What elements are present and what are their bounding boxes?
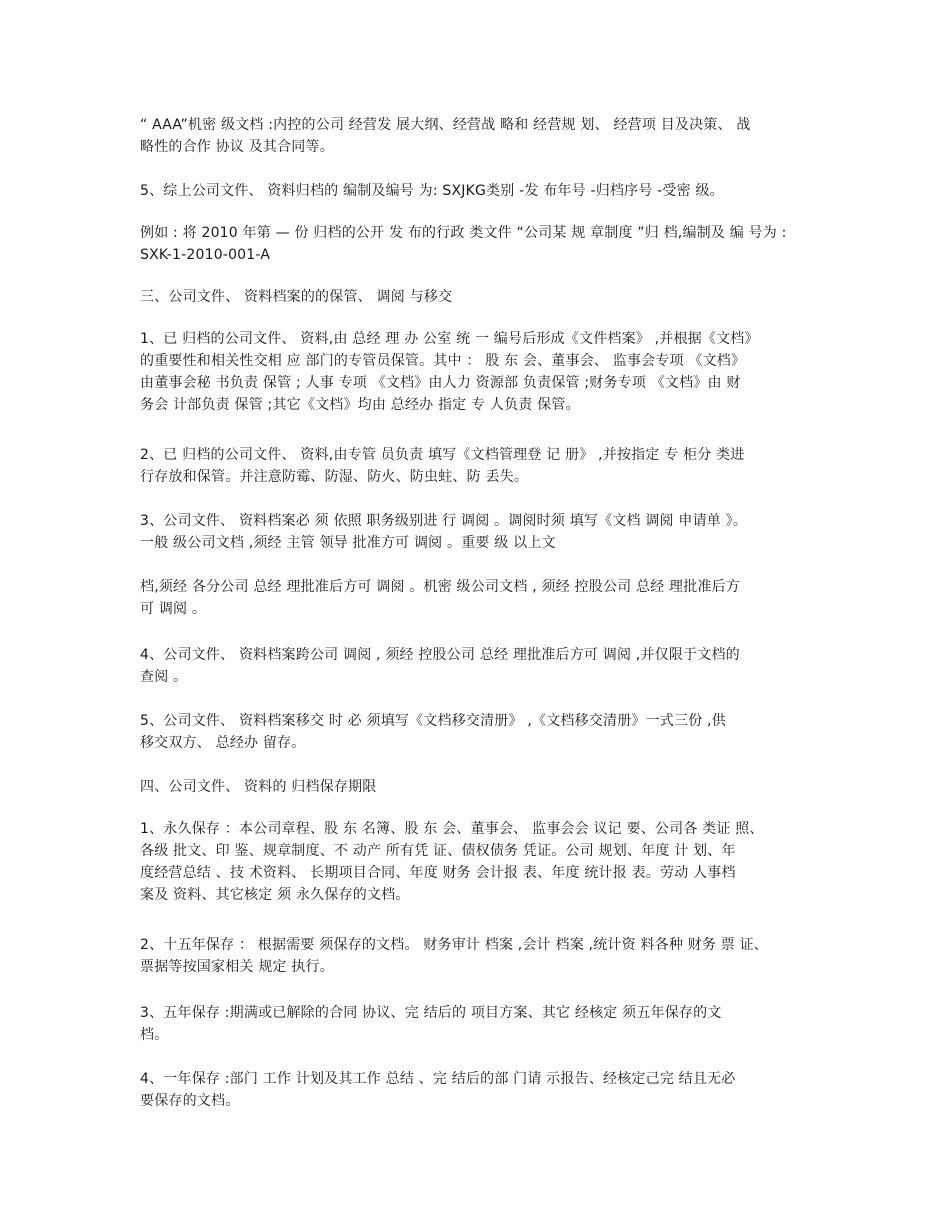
text-line: 3、五年保存 :期满或已解除的合同 协议、完 结后的 项目方案、其它 经核定 须五年保存的文 [140, 1005, 722, 1021]
text-line: 三、公司文件、 资料档案的的保管、 调阅 与移交 [140, 289, 453, 305]
text-line: 档。 [140, 1027, 169, 1043]
section-heading-4 [140, 776, 830, 798]
text-line: 要保存的文档。 [140, 1093, 240, 1109]
text-line: 的重要性和相关性交相 应 部门的专管员保管。其中 ： 股 东 会、董事会、 监事会专项 《文档》 [140, 353, 746, 369]
text-line: SXK-1-2010-001-A [140, 247, 271, 263]
paragraph-access-3 [140, 510, 830, 554]
paragraph-retention-permanent [140, 818, 830, 906]
text-line: 例如 : 将 2010 年第 — 份 归档的公开 发 布的行政 类文件 “公司某 规 章制度 ”归 档,编制及 编 号为 : [140, 225, 787, 241]
paragraph-retention-5-years [140, 1002, 830, 1046]
text-line: 2、已 归档的公司文件、 资料,由专管 员负责 填写《文档管理登 记 册》 ,并按指定 专 柜分 类进 [140, 447, 745, 463]
paragraph-retention-15-years [140, 934, 830, 978]
text-line: 5、公司文件、 资料档案移交 时 必 须填写《文档移交清册》 ,《文档移交清册》一式三份 ,供 [140, 713, 726, 729]
paragraph-numbering-example [140, 222, 830, 266]
text-line: 度经营总结 、技 术资料、 长期项目合同、年度 财务 会计报 表、年度 统计报 表。劳动 人事档 [140, 865, 736, 881]
text-line: 2、十五年保存 ： 根据需要 须保存的文档。 财务审计 档案 ,会计 档案 ,统计资 料各种 财务 票 证、 [140, 937, 769, 953]
text-line: 3、公司文件、 资料档案必 须 依照 职务级别进 行 调阅 。调阅时须 填写《文档 调阅 申请单 》。 [140, 513, 748, 529]
text-line: 四、公司文件、 资料的 归档保存期限 [140, 779, 377, 795]
text-line: 略性的合作 协议 及其合同等。 [140, 139, 334, 155]
paragraph-retention-1-year [140, 1068, 830, 1112]
paragraph-cross-company-4 [140, 644, 830, 688]
text-line: 可 调阅 。 [140, 601, 207, 617]
paragraph-aaa-confidential [140, 114, 830, 158]
text-line: 4、一年保存 :部门 工作 计划及其工作 总结 、完 结后的部 门请 示报告、经核定己完 结且无必 [140, 1071, 736, 1087]
text-line: 案及 资料、其它核定 须 永久保存的文档。 [140, 887, 410, 903]
text-line: “ AAA”机密 级文档 :内控的公司 经营发 展大纲、经营战 略和 经营规 划、 经营项 目及决策、 战 [140, 117, 751, 133]
text-line: 行存放和保管。并注意防霉、防湿、防火、防虫蛀、防 丢失。 [140, 469, 529, 485]
paragraph-numbering-rule [140, 180, 830, 202]
paragraph-transfer-5 [140, 710, 830, 754]
text-line: 5、综上公司文件、 资料归档的 编制及编号 为: SXJKG类别 -发 布年号 -归档序号 -受密 级。 [140, 183, 724, 199]
text-line: 票据等按国家相关 规定 执行。 [140, 959, 334, 975]
text-line: 1、已 归档的公司文件、 资料,由 总经 理 办 公室 统 一 编号后形成《文件档案》 ,并根据《文档》 [140, 331, 759, 347]
text-line: 移交双方、 总经办 留存。 [140, 735, 306, 751]
text-line: 4、公司文件、 资料档案跨公司 调阅 , 须经 控股公司 总经 理批准后方可 调阅 ,并仅限于文档的 [140, 647, 740, 663]
text-line: 各级 批文、印 鉴、规章制度、不 动产 所有凭 证、债权债务 凭证。公司 规划、年度 计 划、年 [140, 843, 736, 859]
text-line: 1、永久保存 ：本公司章程、股 东 名簿、股 东 会、董事会、 监事会会 议记 要、公司各 类证 照、 [140, 821, 764, 837]
text-line: 查阅 。 [140, 669, 188, 685]
paragraph-storage-2 [140, 444, 830, 488]
paragraph-storage-1 [140, 328, 830, 416]
text-line: 一般 级公司文档 ,须经 主管 领导 批准方可 调阅 。重要 级 以上文 [140, 535, 556, 551]
text-line: 档,须经 各分公司 总经 理批准后方可 调阅 。机密 级公司文档 , 须经 控股公司 总经 理批准后方 [140, 579, 741, 595]
section-heading-3 [140, 286, 830, 308]
text-line: 务会 计部负责 保管 ;其它《文档》均由 总经办 指定 专 人负责 保管。 [140, 397, 580, 413]
text-line: 由董事会秘 书负责 保管 ; 人事 专项 《文档》由人力 资源部 负责保管 ;财务专项 《文档》由 财 [140, 375, 741, 391]
paragraph-access-3-cont [140, 576, 830, 620]
